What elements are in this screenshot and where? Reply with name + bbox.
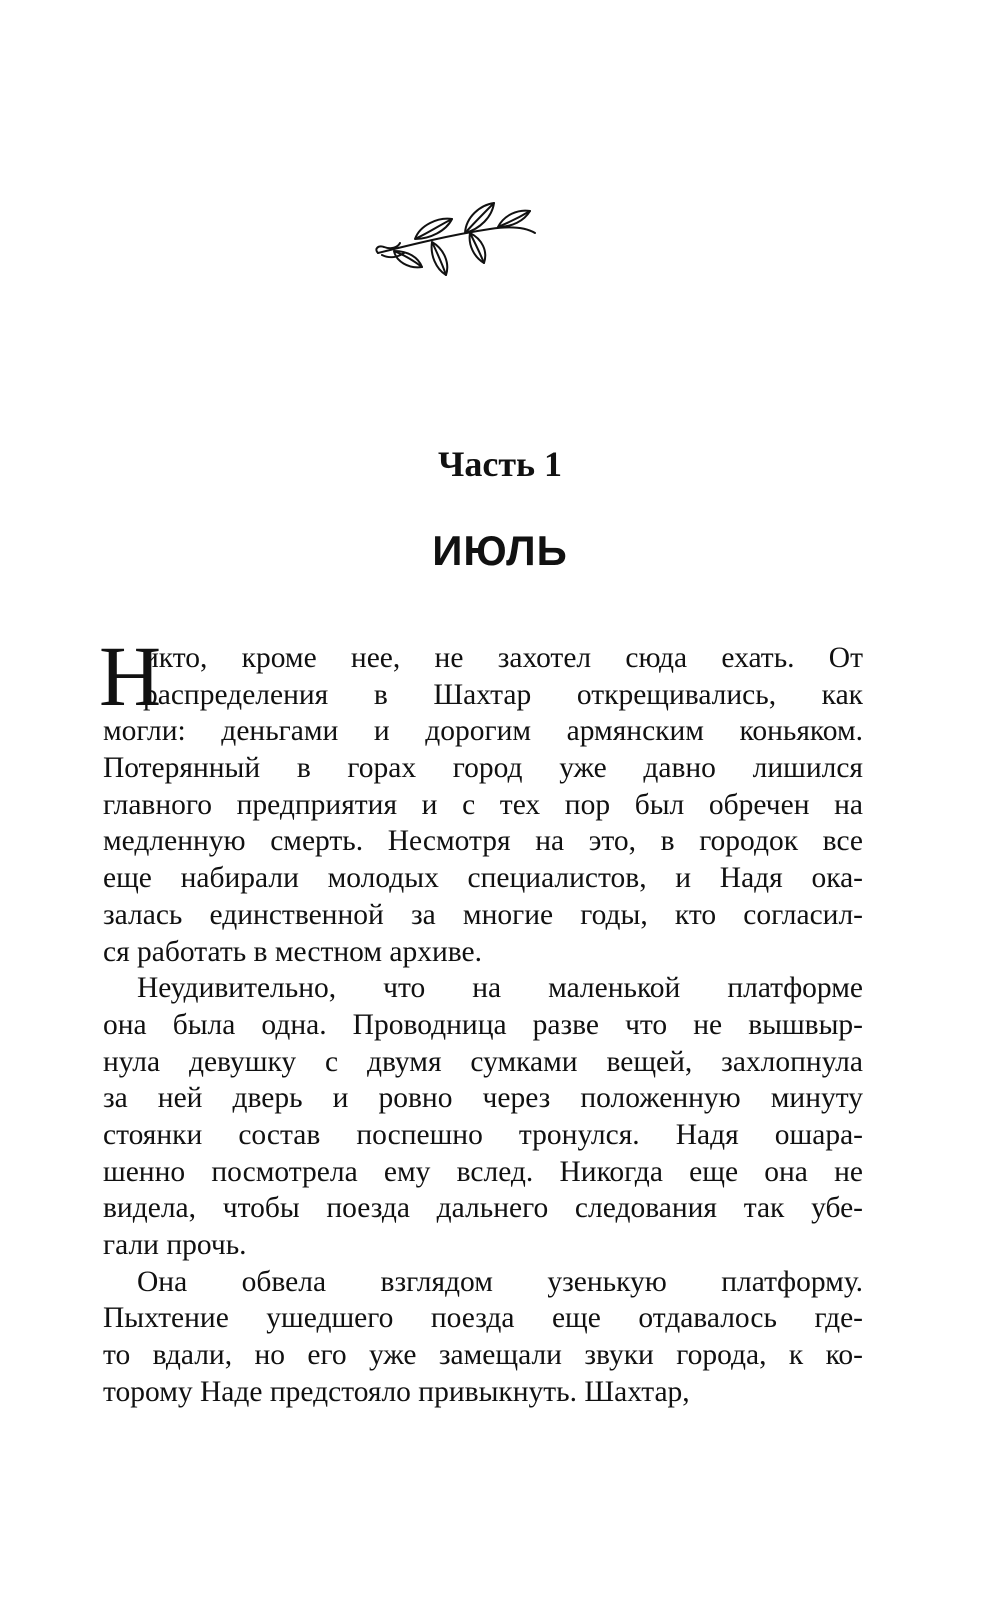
text-line: она была одна. Проводница разве что не вышвыр- <box>103 1008 863 1041</box>
text-line: медленную смерть. Несмотря на это, в городок все <box>103 825 863 858</box>
drop-cap: Н <box>99 628 162 724</box>
text-line: за ней дверь и ровно через положенную минуту <box>103 1082 863 1115</box>
part-title: Часть 1 <box>437 444 563 484</box>
text-line: Неудивительно, что на маленькой платформе <box>137 972 863 1005</box>
text-line: гали прочь. <box>103 1229 247 1261</box>
chapter-title: ИЮЛЬ <box>432 527 568 574</box>
text-line: Пыхтение ушедшего поезда еще отдавалось где- <box>103 1302 863 1335</box>
text-line: могли: деньгами и дорогим армянским коньяком. <box>103 715 863 748</box>
text-line: видела, чтобы поезда дальнего следования так убе- <box>103 1192 863 1225</box>
text-line: стоянки состав поспешно тронулся. Надя ошара- <box>103 1118 863 1151</box>
text-line: икто, кроме нее, не захотел сюда ехать. От <box>143 642 863 674</box>
text-line: торому Наде предстояло привыкнуть. Шахтар, <box>103 1375 690 1408</box>
text-line: еще набирали молодых специалистов, и Надя ока- <box>103 862 863 895</box>
text-line: Потерянный в горах город уже давно лишился <box>103 752 863 785</box>
text-line: главного предприятия и с тех пор был обречен на <box>103 788 863 821</box>
text-line: нула девушку с двумя сумками вещей, захлопнула <box>103 1045 863 1078</box>
body-text <box>99 628 863 1410</box>
text-line: то вдали, но его уже замещали звуки города, к ко- <box>103 1339 863 1372</box>
text-line: распределения в Шахтар открещивались, как <box>143 678 863 711</box>
text-line: Она обвела взглядом узенькую платформу. <box>137 1265 863 1298</box>
text-line: залась единственной за многие годы, кто согласил- <box>103 898 863 931</box>
leafy-branch-icon <box>370 195 550 285</box>
text-line: ся работать в местном архиве. <box>103 935 482 968</box>
text-line: шенно посмотрела ему вслед. Никогда еще она не <box>103 1155 863 1188</box>
